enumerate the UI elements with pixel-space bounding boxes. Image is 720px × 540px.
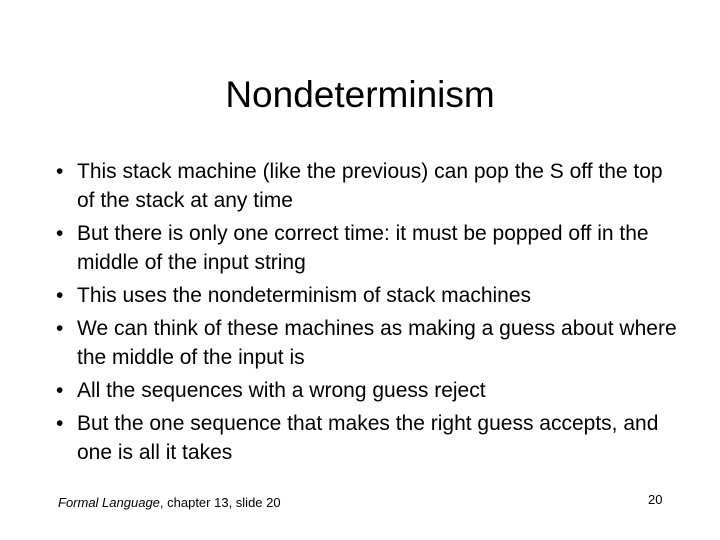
footer-citation bbox=[58, 495, 281, 511]
bullet-item bbox=[50, 281, 680, 310]
footer-book-title: Formal Language bbox=[58, 495, 160, 510]
bullet-marker: • bbox=[56, 412, 64, 435]
bullet-list bbox=[50, 157, 680, 471]
bullet-text: This stack machine (like the previous) can pop the S off the top of the stack at any time bbox=[77, 160, 663, 212]
bullet-marker: • bbox=[56, 284, 64, 307]
bullet-text: We can think of these machines as making a guess about where the middle of the input is bbox=[77, 317, 677, 369]
footer-chapter-info: , chapter 13, slide 20 bbox=[159, 495, 281, 510]
bullet-text: All the sequences with a wrong guess reject bbox=[77, 379, 486, 402]
bullet-marker: • bbox=[56, 379, 64, 402]
bullet-marker: • bbox=[56, 222, 64, 245]
bullet-text: But the one sequence that makes the right guess accepts, and one is all it takes bbox=[77, 412, 659, 464]
bullet-item bbox=[50, 219, 680, 277]
slide-title: Nondeterminism bbox=[225, 74, 495, 115]
bullet-text: But there is only one correct time: it must be popped off in the middle of the input string bbox=[77, 222, 649, 274]
bullet-marker: • bbox=[56, 160, 64, 183]
bullet-item bbox=[50, 314, 680, 372]
bullet-item bbox=[50, 157, 680, 215]
slide-number: 20 bbox=[648, 492, 663, 507]
bullet-item bbox=[50, 409, 680, 467]
bullet-text: This uses the nondeterminism of stack machines bbox=[77, 284, 532, 307]
bullet-item bbox=[50, 376, 680, 405]
bullet-marker: • bbox=[56, 317, 64, 340]
